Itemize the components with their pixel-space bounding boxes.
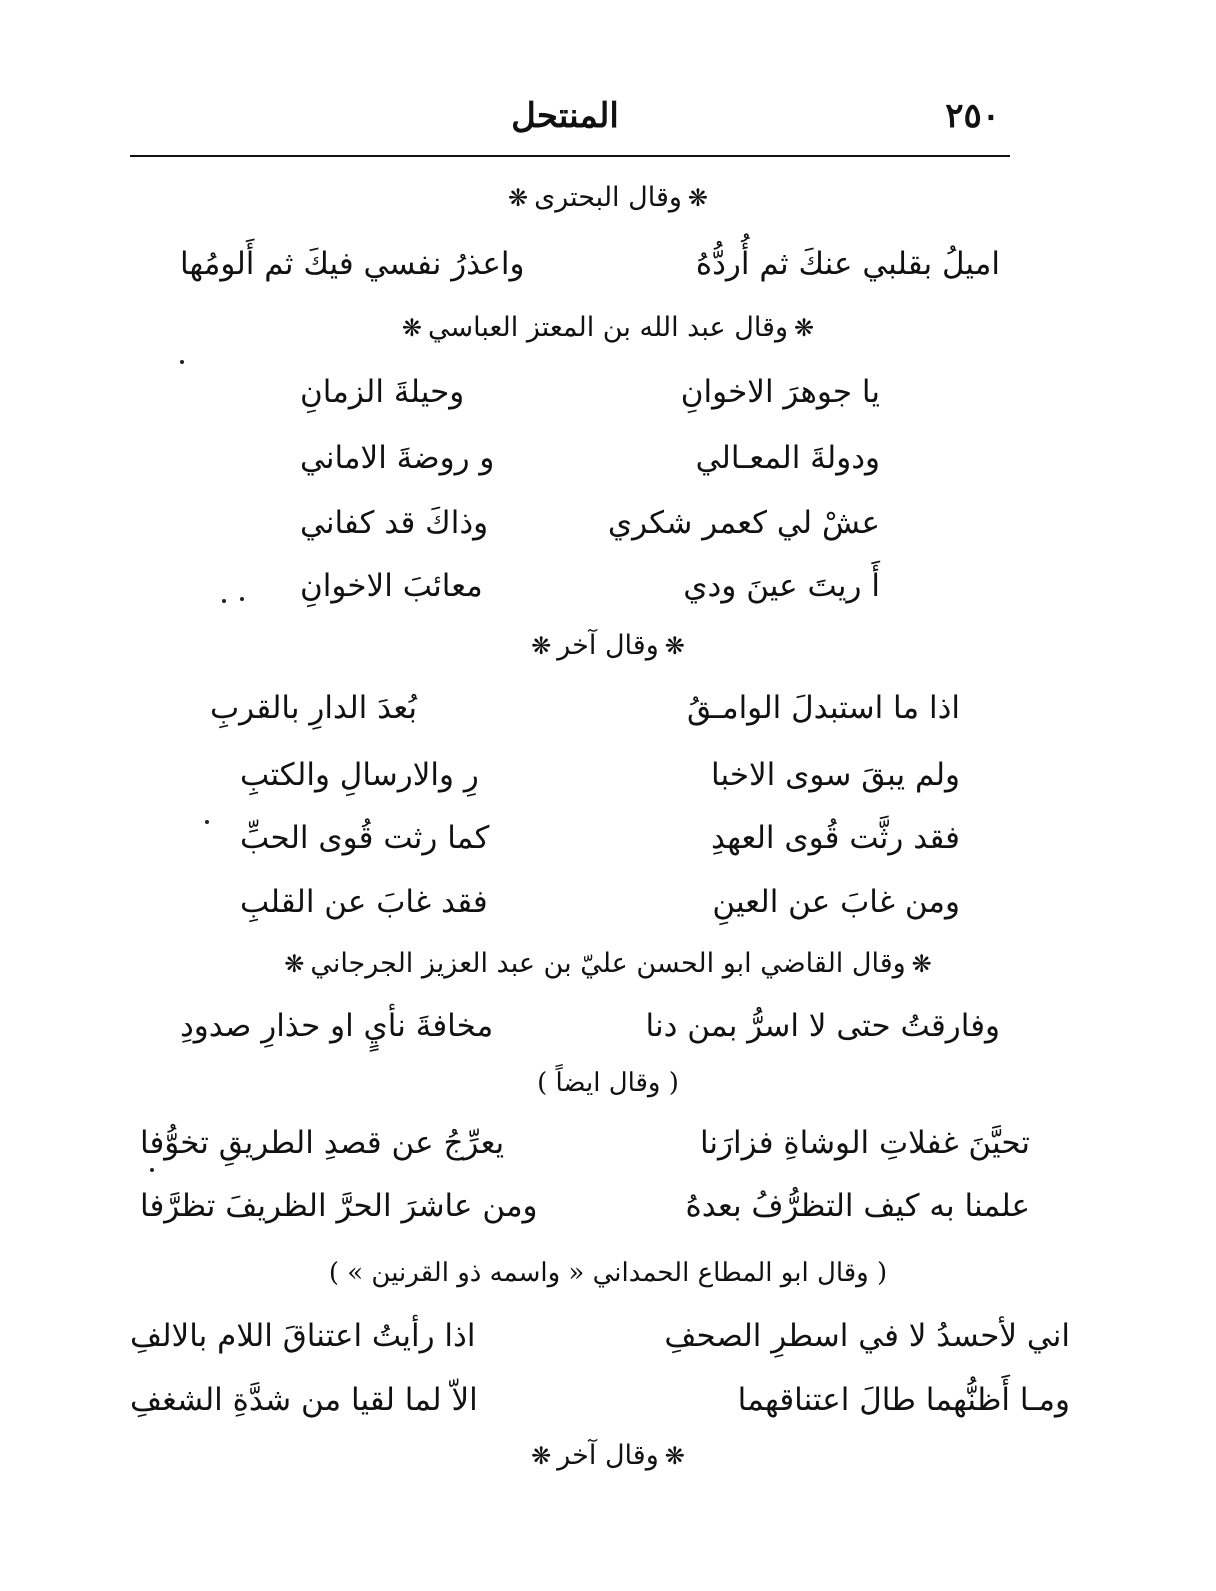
- verse-line: [300, 568, 880, 612]
- verse-line: [210, 690, 960, 734]
- ornament-icon: ❋: [664, 1442, 685, 1470]
- page-header: [130, 96, 1000, 146]
- ornament-icon: ❋: [401, 314, 422, 342]
- verse-line: [240, 884, 960, 928]
- verse-hemistich-left: الاّ لما لقيا من شدَّةِ الشغفِ: [130, 1382, 478, 1418]
- verse-hemistich-right: علمنا به كيف التظرُّفُ بعدهُ: [685, 1188, 1030, 1224]
- section-heading: ❋وقال عبد الله بن المعتز العباسي❋: [0, 312, 1216, 343]
- ornament-icon: ❋: [664, 632, 685, 660]
- ornament-icon: ❋: [531, 1442, 552, 1470]
- verse-line: [240, 757, 960, 801]
- verse-hemistich-right: أَ ريتَ عينَ ودي: [683, 568, 880, 604]
- running-title: المنتحل: [511, 96, 619, 136]
- verse-line: [180, 246, 1000, 290]
- verse-hemistich-left: و روضةَ الاماني: [300, 440, 495, 476]
- verse-hemistich-right: ولم يبقَ سوى الاخبا: [711, 757, 960, 793]
- section-heading: ❋وقال البحترى❋: [0, 182, 1216, 213]
- verse-hemistich-right: ومن غابَ عن العينِ: [712, 884, 960, 920]
- scan-speck: [205, 820, 209, 824]
- verse-line: [240, 820, 960, 864]
- scan-speck: [180, 360, 184, 364]
- scan-speck: [150, 1168, 154, 1172]
- section-heading: ❋وقال القاضي ابو الحسن عليّ بن عبد العزيز الجرجاني❋: [0, 948, 1216, 979]
- verse-hemistich-left: وحيلةَ الزمانِ: [300, 374, 465, 410]
- verse-hemistich-right: اني لأحسدُ لا في اسطرِ الصحفِ: [664, 1318, 1070, 1354]
- header-rule: [130, 155, 1010, 157]
- ornament-icon: ❋: [507, 184, 529, 212]
- section-heading-parenthetical: ( وقال ابو المطاع الحمداني « واسمه ذو القرنين » ): [328, 1258, 888, 1288]
- verse-hemistich-left: كما رثت قُوى الحبِّ: [240, 820, 490, 856]
- verse-line: [140, 1125, 1030, 1169]
- verse-hemistich-right: عشْ لي كعمر شكري: [607, 505, 880, 541]
- verse-line: [300, 374, 880, 418]
- verse-hemistich-left: رِ والارسالِ والكتبِ: [240, 757, 479, 793]
- section-heading: ❋وقال آخر❋: [0, 630, 1216, 661]
- page-number: ٢٥٠: [945, 96, 1000, 136]
- ornament-icon: ❋: [531, 632, 552, 660]
- verse-hemistich-right: ومـا أَظنُّهما طالَ اعتناقهما: [737, 1382, 1070, 1418]
- verse-line: [130, 1382, 1070, 1426]
- verse-hemistich-right: وفارقتُ حتى لا اسرُّ بمن دنا: [645, 1008, 1000, 1044]
- verse-line: [300, 505, 880, 549]
- verse-hemistich-right: يا جوهرَ الاخوانِ: [680, 374, 880, 410]
- verse-hemistich-left: يعرِّجُ عن قصدِ الطريقِ تخوُّفا: [140, 1125, 505, 1161]
- verse-line: [300, 440, 880, 484]
- verse-hemistich-left: واعذرُ نفسي فيكَ ثم أَلومُها: [180, 246, 525, 282]
- verse-hemistich-left: وذاكَ قد كفاني: [300, 505, 489, 541]
- verse-hemistich-left: معائبَ الاخوانِ: [300, 568, 483, 604]
- verse-hemistich-left: مخافةَ نأيٍ او حذارِ صدودِ: [180, 1008, 494, 1044]
- verse-line: [140, 1188, 1030, 1232]
- verse-hemistich-right: ودولةَ المعـالي: [695, 440, 880, 476]
- verse-line: [180, 1008, 1000, 1052]
- verse-hemistich-left: فقد غابَ عن القلبِ: [240, 884, 488, 920]
- ornament-icon: ❋: [911, 950, 932, 978]
- scan-speck: [240, 597, 244, 601]
- verse-hemistich-left: اذا رأيتُ اعتناقَ اللام بالالفِ: [130, 1318, 476, 1354]
- ornament-icon: ❋: [284, 950, 305, 978]
- scan-speck: [222, 599, 226, 603]
- ornament-icon: ❋: [687, 184, 709, 212]
- verse-hemistich-right: اميلُ بقلبي عنكَ ثم أُردُّهُ: [695, 246, 1000, 282]
- verse-hemistich-right: فقد رثَّت قُوى العهدِ: [710, 820, 960, 856]
- verse-line: [130, 1318, 1070, 1362]
- verse-hemistich-right: اذا ما استبدلَ الوامـقُ: [687, 690, 960, 726]
- ornament-icon: ❋: [794, 314, 815, 342]
- verse-hemistich-left: بُعدَ الدارِ بالقربِ: [210, 690, 417, 726]
- verse-hemistich-left: ومن عاشرَ الحرَّ الظريفَ تظرَّفا: [140, 1188, 538, 1224]
- section-heading-parenthetical: ( وقال ايضاً ): [537, 1068, 679, 1098]
- section-heading: ❋وقال آخر❋: [0, 1440, 1216, 1471]
- verse-hemistich-right: تحيَّنَ غفلاتِ الوشاةِ فزارَنا: [699, 1125, 1030, 1161]
